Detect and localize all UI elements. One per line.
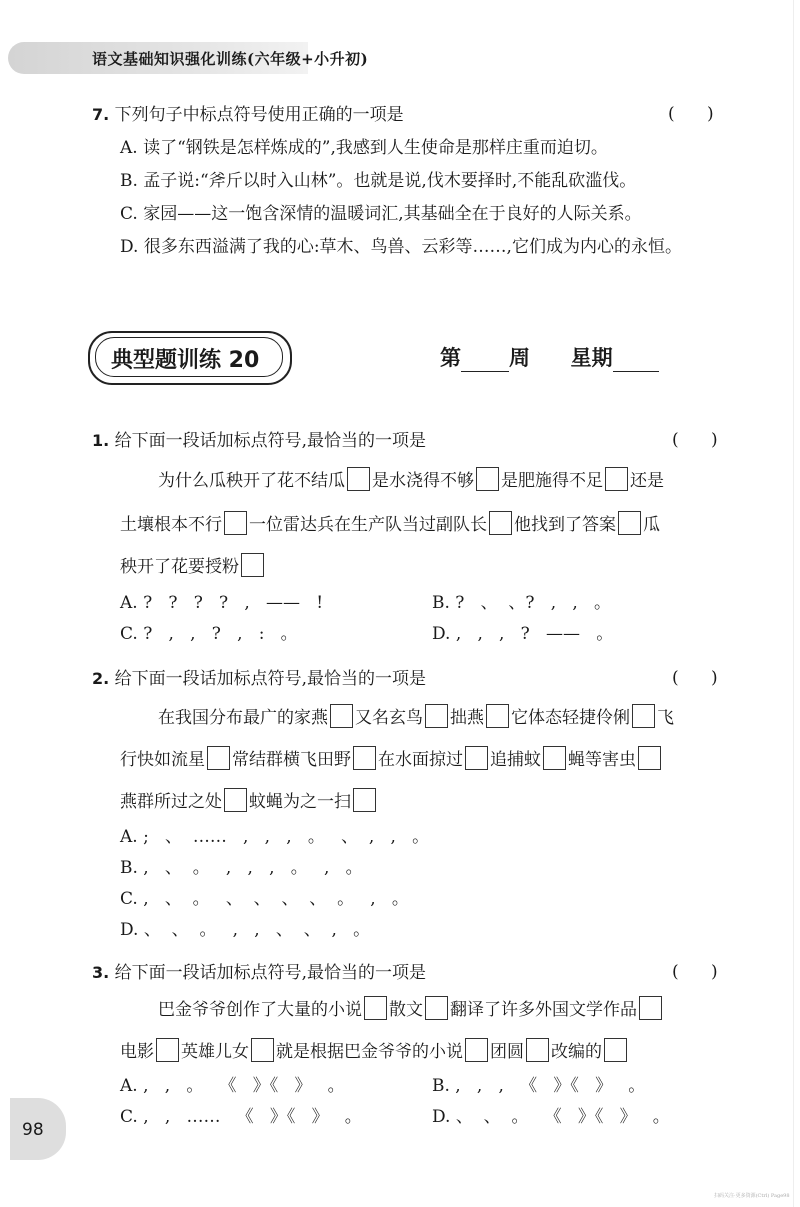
q1-option-b[interactable]: B. ? 、 、? , , 。 — [432, 593, 611, 613]
q3-stem: 给下面一段话加标点符号,最恰当的一项是 — [114, 963, 427, 983]
punctuation-box[interactable] — [486, 704, 509, 728]
week-prefix: 第 — [440, 345, 461, 370]
q1-text-seg: 还是 — [630, 471, 664, 491]
section-title: 典型题训练 20 — [111, 348, 260, 373]
q2-text-seg: 拙燕 — [450, 708, 484, 728]
q3-option-c[interactable]: C. , , …… 《 》《 》 。 — [120, 1107, 362, 1127]
q1-text-seg: 秧开了花要授粉 — [120, 557, 239, 577]
punctuation-box[interactable] — [251, 1038, 274, 1062]
q7-answer-paren[interactable]: ( ) — [668, 104, 714, 124]
q1-option-d[interactable]: D. , , , ? —— 。 — [432, 624, 614, 644]
punctuation-box[interactable] — [605, 467, 628, 491]
punctuation-box[interactable] — [638, 746, 661, 770]
q3-text-seg: 英雄儿女 — [181, 1042, 249, 1062]
punctuation-box[interactable] — [364, 996, 387, 1020]
q3-passage-line2 — [120, 1038, 629, 1064]
q1-passage-line3 — [120, 553, 266, 579]
q3-stem-line — [92, 962, 426, 984]
q2-text-seg: 燕群所过之处 — [120, 792, 222, 812]
q1-passage-line2 — [120, 511, 660, 537]
week-suffix: 周 — [509, 345, 530, 370]
page-number: 98 — [22, 1120, 44, 1140]
q2-text-seg: 蚊蝇为之一扫 — [249, 792, 351, 812]
punctuation-box[interactable] — [618, 511, 641, 535]
punctuation-box[interactable] — [224, 788, 247, 812]
punctuation-box[interactable] — [639, 996, 662, 1020]
q1-option-a[interactable]: A. ? ? ? ? , —— ! — [120, 593, 324, 613]
punctuation-box[interactable] — [353, 788, 376, 812]
q2-text-seg: 飞 — [657, 708, 674, 728]
q2-text-seg: 它体态轻捷伶俐 — [511, 708, 630, 728]
q2-answer-paren[interactable]: ( ) — [672, 668, 718, 688]
q7-option-c[interactable]: C. 家园——这一饱含深情的温暖词汇,其基础全在于良好的人际关系。 — [120, 204, 642, 224]
q1-text-seg: 一位雷达兵在生产队当过副队长 — [249, 515, 487, 535]
q3-text-seg: 团圆 — [490, 1042, 524, 1062]
punctuation-box[interactable] — [489, 511, 512, 535]
q2-text-seg: 行快如流星 — [120, 750, 205, 770]
punctuation-box[interactable] — [347, 467, 370, 491]
q3-option-d[interactable]: D. 、 、 。 《 》《 》 。 — [432, 1107, 670, 1127]
q2-passage-line1 — [158, 704, 674, 730]
q2-option-c[interactable]: C. , 、 。 、 、 、 、 。 , 。 — [120, 889, 409, 909]
q1-number: 1. — [92, 431, 110, 450]
q7-stem: 下列句子中标点符号使用正确的一项是 — [114, 105, 404, 125]
q1-answer-paren[interactable]: ( ) — [672, 430, 718, 450]
q2-option-a[interactable]: A. ; 、 …… , , , 。 、 , , 。 — [120, 827, 430, 847]
q2-text-seg: 在我国分布最广的家燕 — [158, 708, 328, 728]
page-edge-line — [793, 0, 794, 1207]
q1-text-seg: 是水浇得不够 — [372, 471, 474, 491]
q1-text-seg: 是肥施得不足 — [501, 471, 603, 491]
footer-note: 扫码关注·更多资源(Ctrl) Page98 — [714, 1193, 790, 1199]
q2-passage-line3 — [120, 788, 378, 814]
q7-option-a[interactable]: A. 读了“钢铁是怎样炼成的”,我感到人生使命是那样庄重而迫切。 — [120, 138, 608, 158]
punctuation-box[interactable] — [543, 746, 566, 770]
q3-answer-paren[interactable]: ( ) — [672, 962, 718, 982]
q2-text-seg: 蝇等害虫 — [568, 750, 636, 770]
punctuation-box[interactable] — [526, 1038, 549, 1062]
weekday-label: 星期 — [570, 345, 613, 370]
q3-text-seg: 改编的 — [551, 1042, 602, 1062]
punctuation-box[interactable] — [353, 746, 376, 770]
book-title: 语文基础知识强化训练(六年级+小升初) — [92, 50, 369, 68]
q2-text-seg: 又名玄鸟 — [355, 708, 423, 728]
punctuation-box[interactable] — [207, 746, 230, 770]
punctuation-box[interactable] — [465, 1038, 488, 1062]
q2-option-d[interactable]: D. 、 、 。 , , 、 、 , 。 — [120, 920, 371, 940]
punctuation-box[interactable] — [241, 553, 264, 577]
q3-text-seg: 就是根据巴金爷爷的小说 — [276, 1042, 463, 1062]
q1-text-seg: 瓜 — [643, 515, 660, 535]
q7-number: 7. — [92, 105, 110, 124]
q1-stem-line — [92, 430, 426, 452]
q3-text-seg: 巴金爷爷创作了大量的小说 — [158, 1000, 362, 1020]
punctuation-box[interactable] — [425, 996, 448, 1020]
q1-passage-line1 — [158, 467, 664, 493]
q2-stem: 给下面一段话加标点符号,最恰当的一项是 — [114, 669, 427, 689]
q1-option-c[interactable]: C. ? , , ? , : 。 — [120, 624, 298, 644]
q3-text-seg: 翻译了许多外国文学作品 — [450, 1000, 637, 1020]
q1-stem: 给下面一段话加标点符号,最恰当的一项是 — [114, 431, 427, 451]
q1-text-seg: 他找到了答案 — [514, 515, 616, 535]
q2-passage-line2 — [120, 746, 663, 772]
punctuation-box[interactable] — [425, 704, 448, 728]
q7-option-d[interactable]: D. 很多东西溢满了我的心:草木、鸟兽、云彩等……,它们成为内心的永恒。 — [120, 237, 682, 257]
q1-text-seg: 土壤根本不行 — [120, 515, 222, 535]
q7-option-b[interactable]: B. 孟子说:“斧斤以时入山林”。也就是说,伐木要择时,不能乱砍滥伐。 — [120, 171, 637, 191]
q2-number: 2. — [92, 669, 110, 688]
punctuation-box[interactable] — [632, 704, 655, 728]
punctuation-box[interactable] — [224, 511, 247, 535]
punctuation-box[interactable] — [156, 1038, 179, 1062]
q3-text-seg: 电影 — [120, 1042, 154, 1062]
q7-stem-line — [92, 104, 404, 126]
q2-text-seg: 常结群横飞田野 — [232, 750, 351, 770]
q3-text-seg: 散文 — [389, 1000, 423, 1020]
punctuation-box[interactable] — [330, 704, 353, 728]
q1-text-seg: 为什么瓜秧开了花不结瓜 — [158, 471, 345, 491]
week-number-blank[interactable] — [461, 349, 509, 372]
q3-passage-line1 — [158, 996, 664, 1022]
punctuation-box[interactable] — [476, 467, 499, 491]
week-date-line — [440, 342, 659, 372]
q3-option-b[interactable]: B. , , , 《 》《 》 。 — [432, 1076, 646, 1096]
punctuation-box[interactable] — [604, 1038, 627, 1062]
q2-stem-line — [92, 668, 426, 690]
q2-text-seg: 追捕蚊 — [490, 750, 541, 770]
q3-number: 3. — [92, 963, 110, 982]
q2-text-seg: 在水面掠过 — [378, 750, 463, 770]
q3-option-a[interactable]: A. , , 。 《 》《 》 。 — [120, 1076, 345, 1096]
q2-option-b[interactable]: B. , 、 。 , , , 。 , 。 — [120, 858, 363, 878]
punctuation-box[interactable] — [465, 746, 488, 770]
weekday-blank[interactable] — [613, 349, 659, 372]
